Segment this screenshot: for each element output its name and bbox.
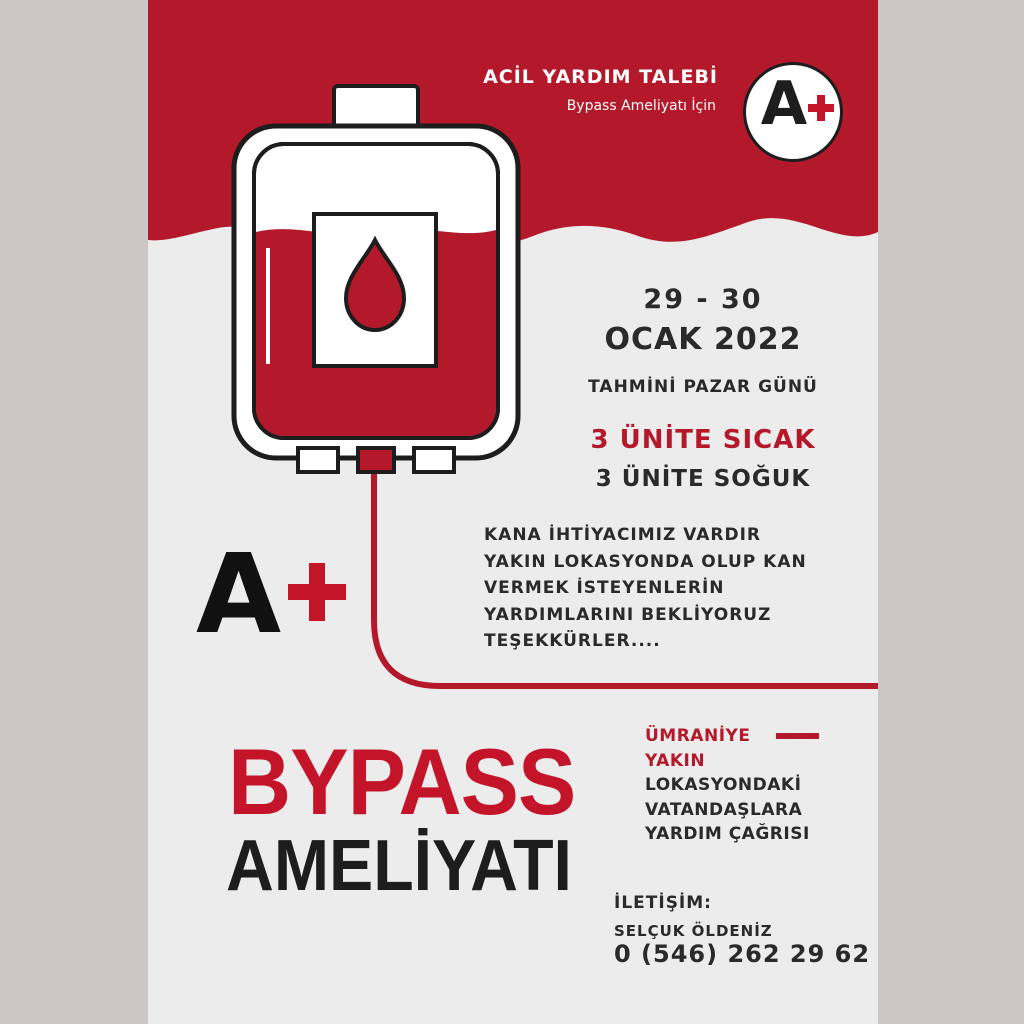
location-line: ÜMRANİYE (645, 726, 751, 746)
contact-phone[interactable]: 0 (546) 262 29 62 (614, 940, 871, 968)
location-dash-divider (776, 733, 819, 739)
date-days: 29 - 30 (643, 284, 763, 315)
appeal-line: YARDIMLARINI BEKLİYORUZ (484, 604, 772, 625)
appeal-line: YAKIN LOKASYONDA OLUP KAN (484, 551, 807, 572)
location-highlight (645, 724, 875, 773)
date-month-year: OCAK 2022 (604, 322, 802, 357)
units-cold: 3 ÜNİTE SOĞUK (595, 466, 811, 492)
headline-bypass: BYPASS (228, 729, 576, 834)
appeal-line: TEŞEKKÜRLER.... (484, 631, 661, 651)
date-note: TAHMİNİ PAZAR GÜNÜ (588, 377, 818, 397)
appeal-line: KANA İHTİYACIMIZ VARDIR (484, 525, 762, 545)
location-line: YARDIM ÇAĞRISI (645, 824, 810, 844)
poster (148, 0, 878, 1024)
contact-name: SELÇUK ÖLDENİZ (614, 922, 773, 940)
contact-heading: İLETİŞİM: (614, 893, 712, 913)
header-title: ACİL YARDIM TALEBİ (483, 66, 718, 88)
appeal-line: VERMEK İSTEYENLERİN (484, 578, 725, 598)
location-text (645, 773, 875, 847)
location-line: YAKIN (645, 750, 706, 771)
appeal-message (484, 522, 864, 655)
units-warm: 3 ÜNİTE SICAK (590, 425, 816, 455)
header-subtitle: Bypass Ameliyatı İçin (566, 98, 716, 114)
location-line: VATANDAŞLARA (645, 799, 803, 820)
location-line: LOKASYONDAKİ (645, 775, 802, 795)
headline-ameliyati: AMELİYATI (226, 826, 572, 906)
red-cross-plus-icon (288, 563, 346, 621)
blood-type-large-letter: A (196, 530, 282, 658)
badge-blood-type-letter: A (760, 69, 808, 139)
